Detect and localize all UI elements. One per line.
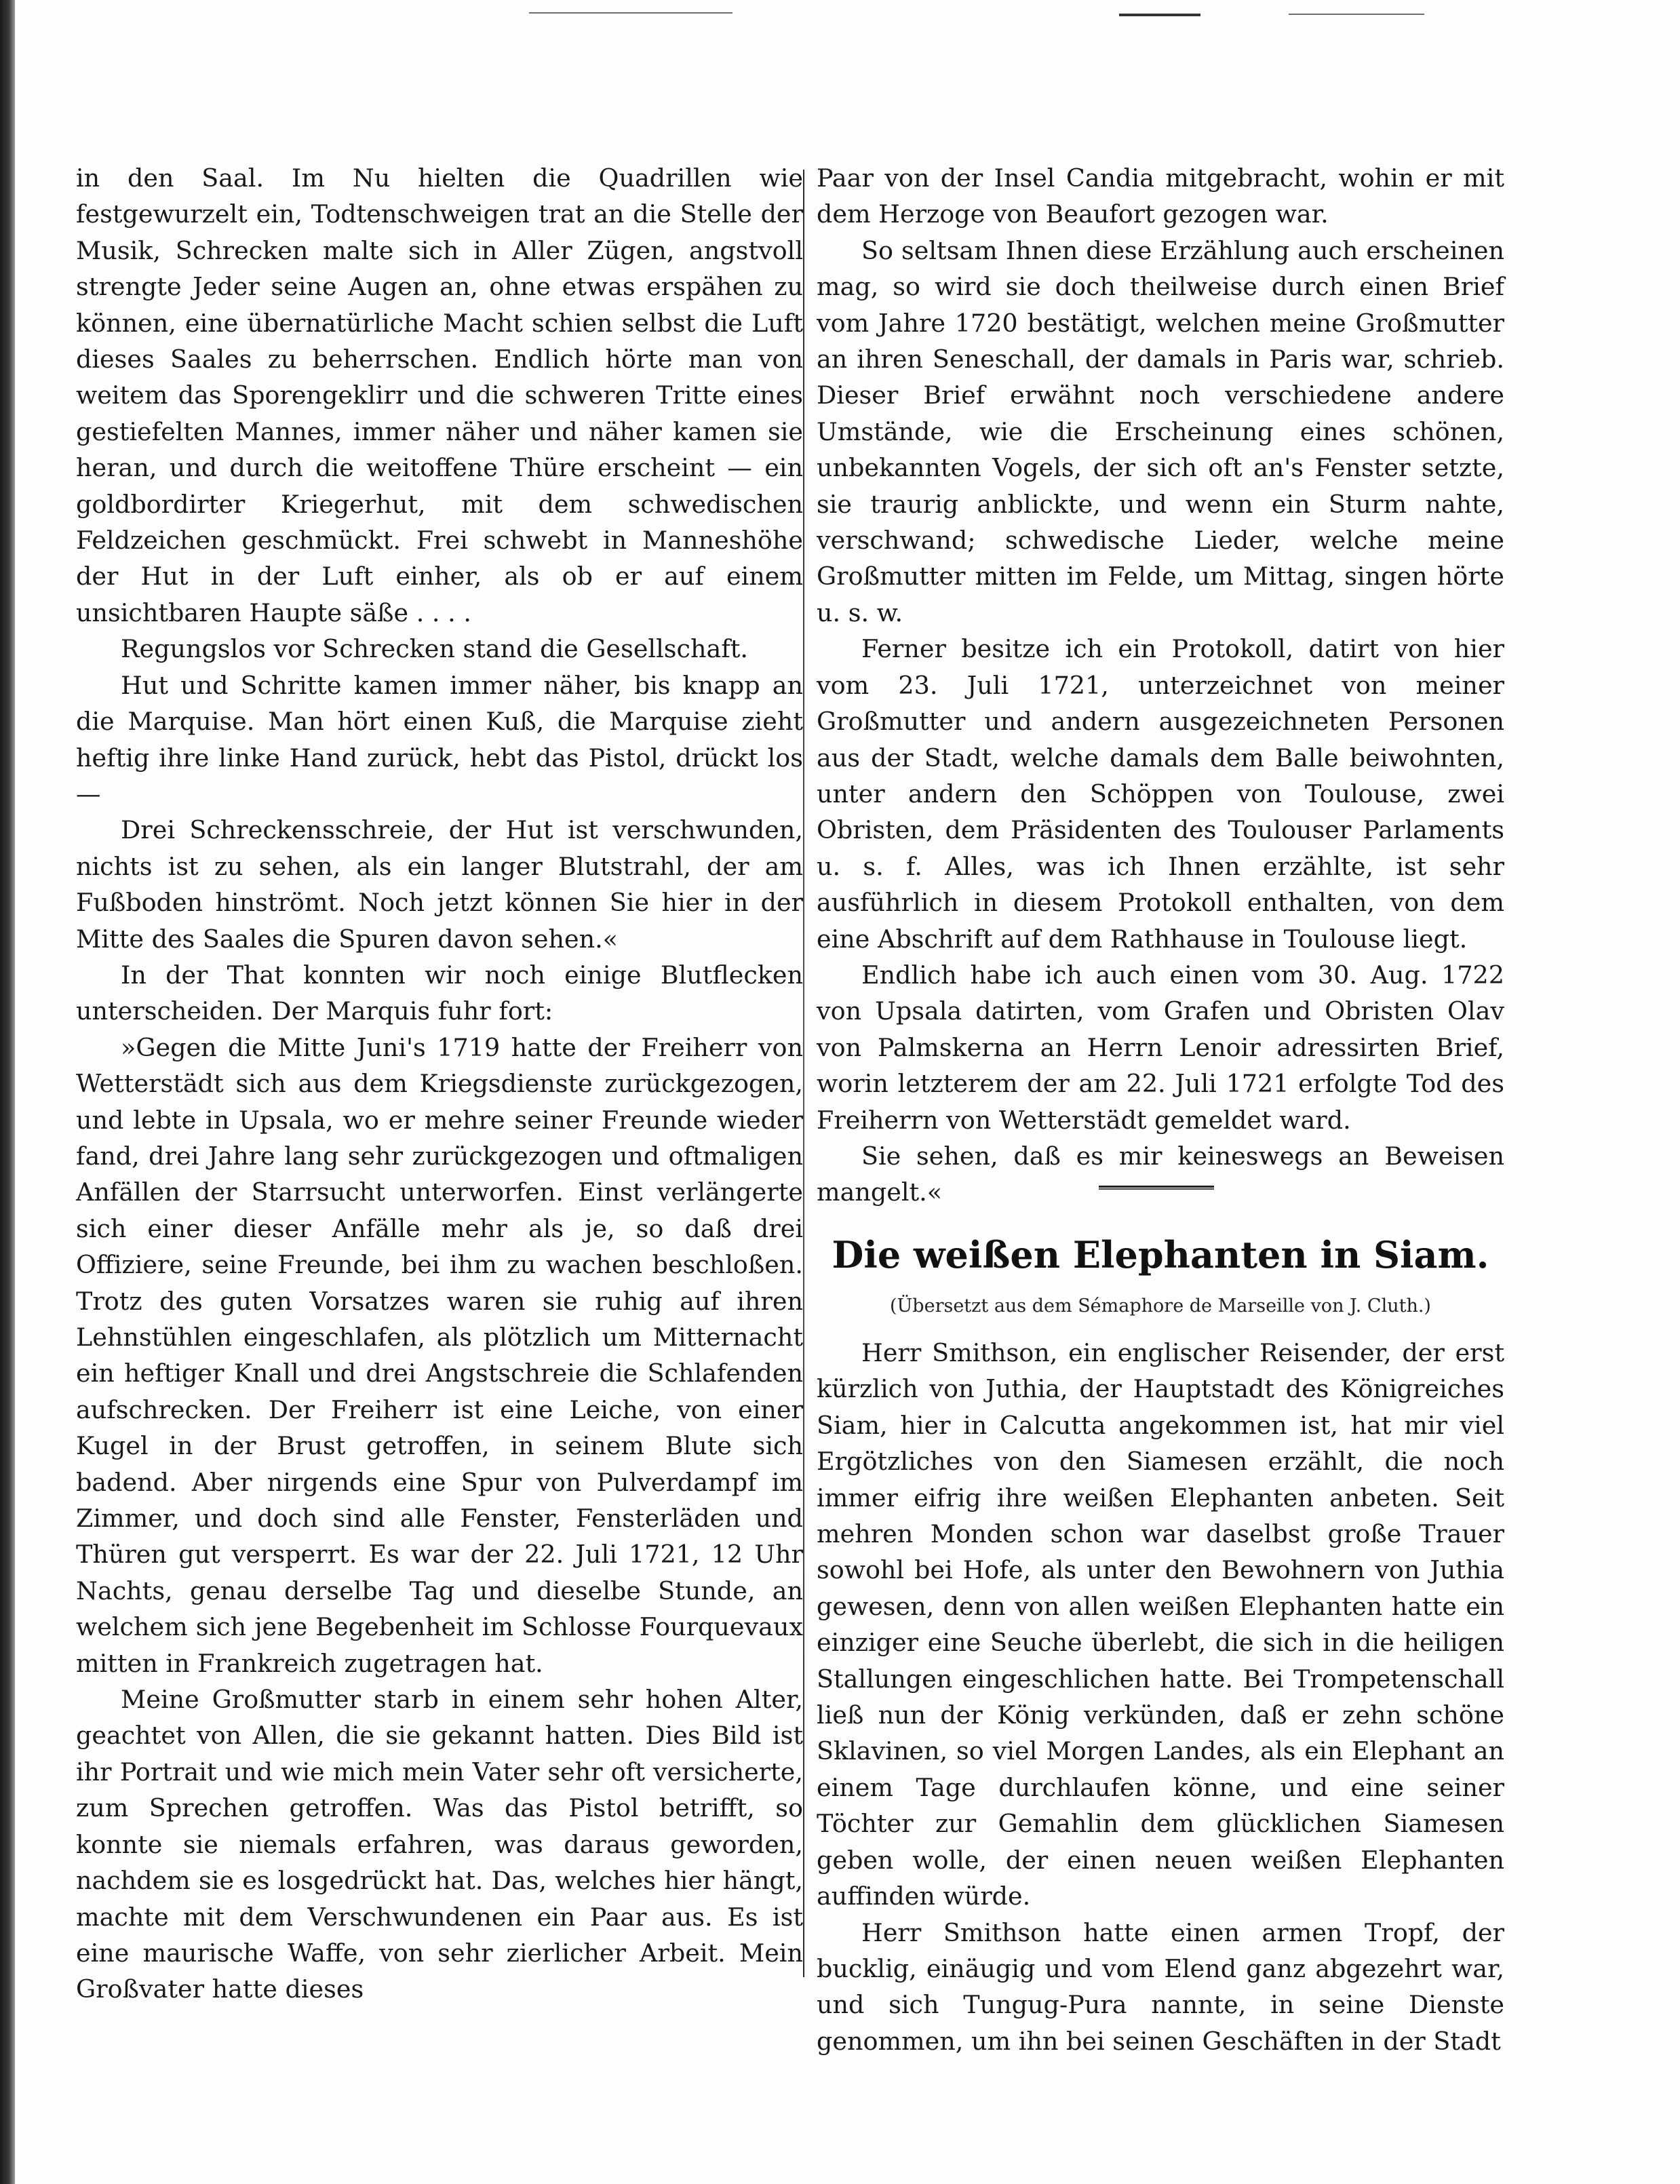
right-column: [817, 160, 1504, 1211]
paragraph: Drei Schreckensschreie, der Hut ist verschwunden, nichts ist zu sehen, als ein langer Blutstrahl, der am Fußboden hinströmt. Noch jetzt können Sie hier in der Mitte des Saales die Spuren davon sehen.«: [76, 815, 803, 954]
section-separator: [1099, 1186, 1214, 1190]
article-title: Die weißen Elephanten in Siam.: [832, 1233, 1489, 1276]
article-body: [817, 1335, 1504, 2059]
top-rule: [529, 12, 732, 14]
paragraph: Hut und Schritte kamen immer näher, bis knapp an die Marquise. Man hört einen Kuß, die Marquise zieht heftig ihre linke Hand zurück, hebt das Pistol, drückt los —: [76, 670, 803, 808]
paragraph: Meine Großmutter starb in einem sehr hohen Alter, geachtet von Allen, die sie gekannt hatten. Dies Bild ist ihr Portrait und wie mich mein Vater sehr oft versicherte, zum Sprechen getroffen. Was das Pistol betrifft, so konnte sie niemals erfahren, was daraus geworden, nachdem sie es losgedrückt hat. Das, welches hier hängt, machte mit dem Verschwundenen ein Paar aus. Es ist eine maurische Waffe, von sehr zierlicher Arbeit. Mein Großvater hatte dieses: [76, 1685, 803, 2004]
paragraph: Herr Smithson hatte einen armen Tropf, der bucklig, einäugig und vom Elend ganz abgezehrt war, und sich Tungug-Pura nannte, in seine Dienste genommen, um ihn bei seinen Geschäften in der Stadt: [817, 1917, 1504, 2056]
left-column: [76, 160, 803, 2008]
paragraph: So seltsam Ihnen diese Erzählung auch erscheinen mag, so wird sie doch theilweise durch einen Brief vom Jahre 1720 bestätigt, welchen meine Großmutter an ihren Seneschall, der damals in Paris war, schrieb. Dieser Brief erwähnt noch verschiedene andere Umstände, wie die Erscheinung eines schönen, unbekannten Vogels, der sich oft an's Fenster setzte, sie traurig anblickte, und wenn ein Sturm nahte, verschwand; schwedische Lieder, welche meine Großmutter mitten im Felde, um Mittag, singen hörte u. s. w.: [817, 235, 1504, 627]
paragraph: In der That konnten wir noch einige Blutflecken unterscheiden. Der Marquis fuhr fort:: [76, 960, 803, 1026]
article-subtitle: (Übersetzt aus dem Sémaphore de Marseille von J. Cluth.): [890, 1295, 1431, 1317]
paragraph: in den Saal. Im Nu hielten die Quadrillen wie festgewurzelt ein, Todtenschweigen trat an die Stelle der Musik, Schrecken malte sich in Aller Zügen, angstvoll strengte Jeder seine Augen an, ohne etwas erspähen zu können, eine übernatürliche Macht schien selbst die Luft dieses Saales zu beherrschen. Endlich hörte man von weitem das Sporengeklirr und die schweren Tritte eines gestiefelten Mannes, immer näher und näher kamen sie heran, und durch die weitoffene Thüre erscheint — ein goldbordirter Kriegerhut, mit dem schwedischen Feldzeichen geschmückt. Frei schwebt in Manneshöhe der Hut in der Luft einher, als ob er auf einem unsichtbaren Haupte säße . . . .: [76, 163, 803, 627]
paragraph: Regungslos vor Schrecken stand die Gesellschaft.: [121, 634, 748, 664]
paragraph: Sie sehen, daß es mir keineswegs an Beweisen mangelt.«: [817, 1141, 1504, 1207]
page-binding-edge: [0, 0, 15, 2184]
paragraph: Ferner besitze ich ein Protokoll, datirt von hier vom 23. Juli 1721, unterzeichnet von meiner Großmutter und andern ausgezeichneten Personen aus der Stadt, welche damals dem Balle beiwohnten, unter andern den Schöppen von Toulouse, zwei Obristen, dem Präsidenten des Toulouser Parlaments u. s. f. Alles, was ich Ihnen erzählte, ist sehr ausführlich in diesem Protokoll enthalten, von dem eine Abschrift auf dem Rathhause in Toulouse liegt.: [817, 634, 1504, 954]
paragraph: Paar von der Insel Candia mitgebracht, wohin er mit dem Herzoge von Beaufort gezogen war.: [817, 163, 1504, 229]
top-rule: [1119, 14, 1200, 16]
paragraph: »Gegen die Mitte Juni's 1719 hatte der Freiherr von Wetterstädt sich aus dem Kriegsdienste zurückgezogen, und lebte in Upsala, wo er mehre seiner Freunde wieder fand, drei Jahre lang sehr zurückgezogen und oftmaligen Anfällen der Starrsucht unterworfen. Einst verlängerte sich einer dieser Anfälle mehr als je, so daß drei Offiziere, seine Freunde, bei ihm zu wachen beschloßen. Trotz des guten Vorsatzes waren sie ruhig auf ihren Lehnstühlen eingeschlafen, als plötzlich um Mitternacht ein heftiger Knall und drei Angstschreie die Schlafenden aufschrecken. Der Freiherr ist eine Leiche, von einer Kugel in der Brust getroffen, in seinem Blute sich badend. Aber nirgends eine Spur von Pulverdampf im Zimmer, und doch sind alle Fenster, Fensterläden und Thüren gut versperrt. Es war der 22. Juli 1721, 12 Uhr Nachts, genau derselbe Tag und dieselbe Stunde, an welchem sich jene Begebenheit im Schlosse Fourquevaux mitten in Frankreich zugetragen hat.: [76, 1032, 803, 1678]
top-rule: [1289, 14, 1424, 15]
column-divider: [803, 170, 804, 1977]
paragraph: Herr Smithson, ein englischer Reisender, der erst kürzlich von Juthia, der Hauptstadt des Königreiches Siam, hier in Calcutta angekommen ist, hat mir viel Ergötzliches von den Siamesen erzählt, die noch immer eifrig ihre weißen Elephanten anbeten. Seit mehren Monden schon war daselbst große Trauer sowohl bei Hofe, als unter den Bewohnern von Juthia gewesen, denn von allen weißen Elephanten hatte ein einziger eine Seuche überlebt, die sich in die heiligen Stallungen eingeschlichen hatte. Bei Trompetenschall ließ nun der König verkünden, daß er zehn schöne Sklavinen, so viel Morgen Landes, als ein Elephant an einem Tage durchlaufen könne, und eine seiner Töchter zur Gemahlin dem glücklichen Siamesen geben wolle, der einen neuen weißen Elephanten auffinden würde.: [817, 1338, 1504, 1911]
paragraph: Endlich habe ich auch einen vom 30. Aug. 1722 von Upsala datirten, vom Grafen und Obristen Olav von Palmskerna an Herrn Lenoir adressirten Brief, worin letzterem der am 22. Juli 1721 erfolgte Tod des Freiherrn von Wetterstädt gemeldet ward.: [817, 960, 1504, 1135]
